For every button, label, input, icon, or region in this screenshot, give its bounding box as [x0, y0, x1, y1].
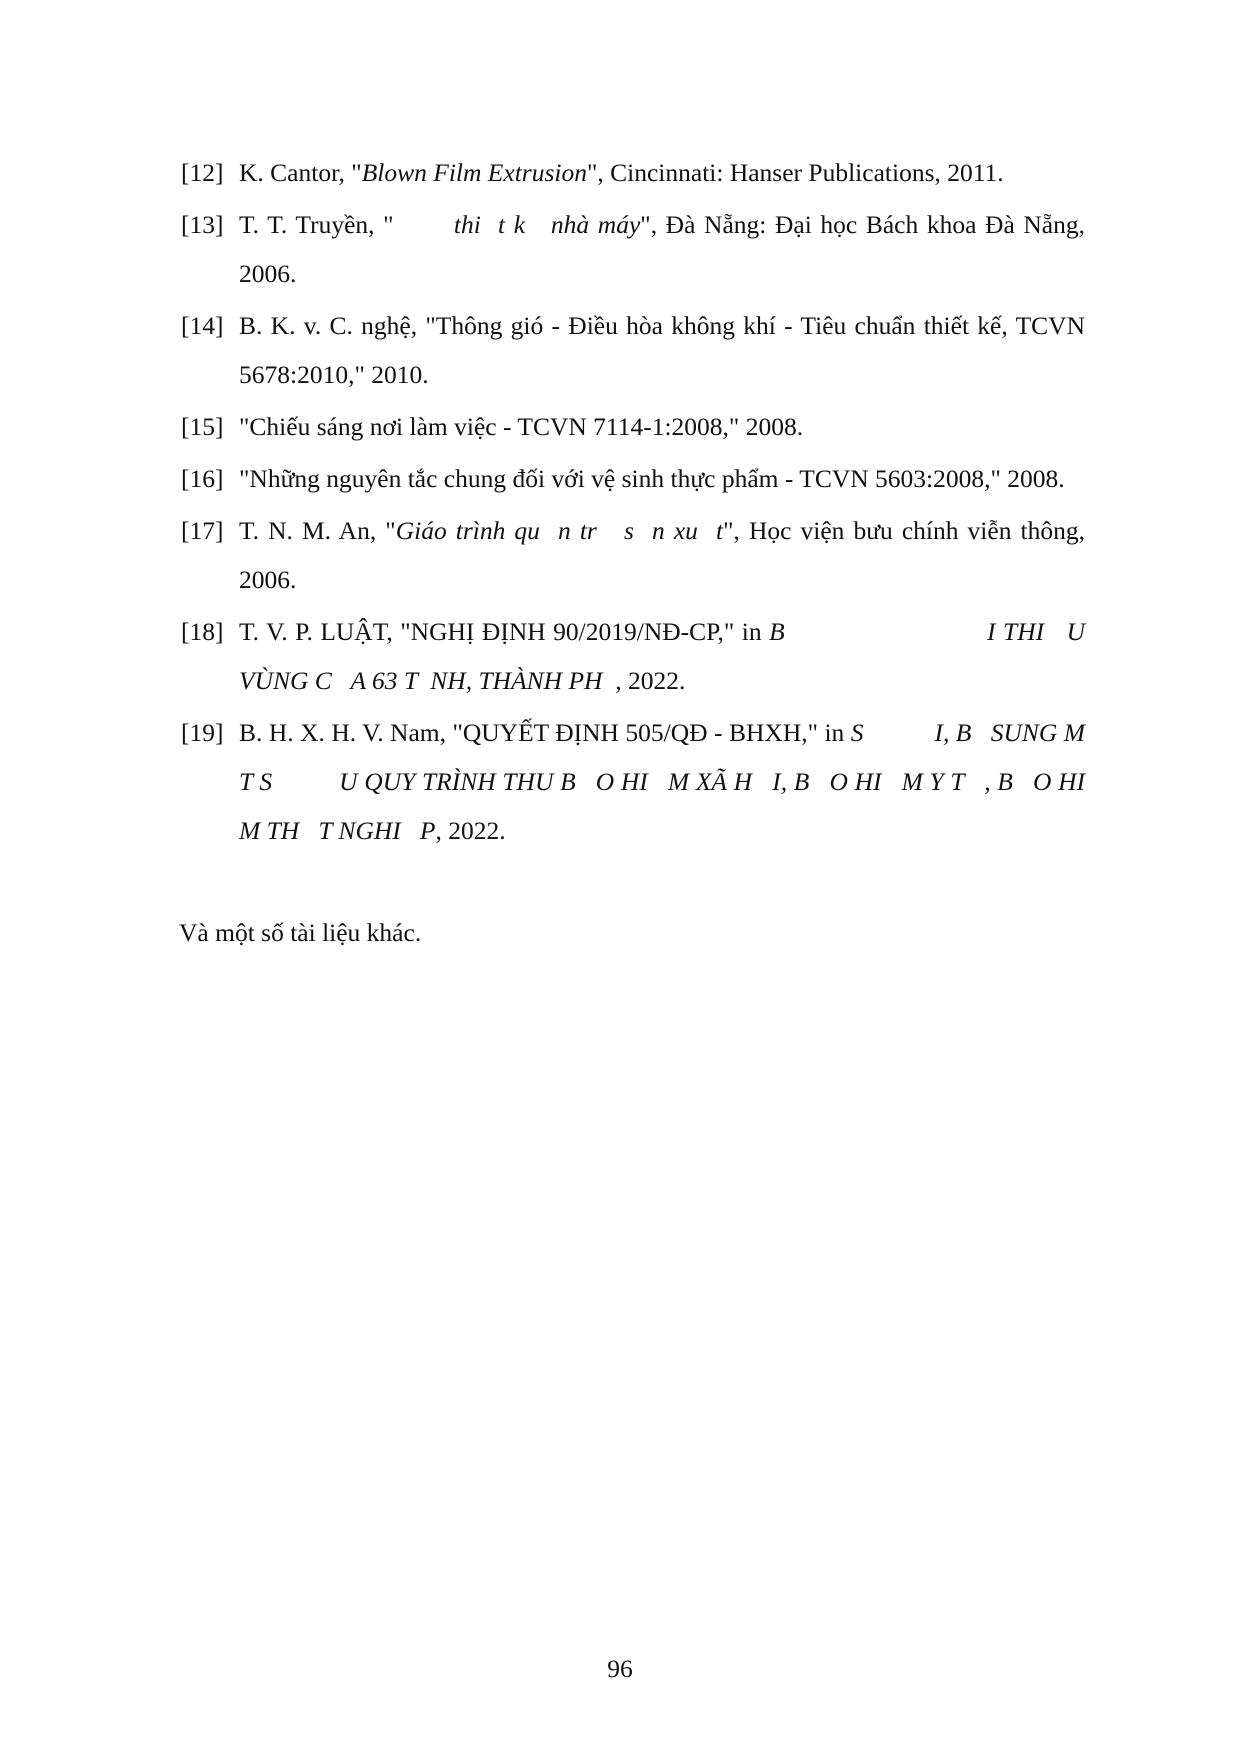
reference-number: [19] — [181, 718, 224, 747]
reference-number: [17] — [181, 516, 224, 545]
closing-note: Và một số tài liệu khác. — [179, 918, 422, 947]
reference-number: [16] — [181, 464, 224, 493]
reference-text: B. H. X. H. V. Nam, "QUYẾT ĐỊNH 505/QĐ - BHXH," in S I, B SUNG M T S U QUY TRÌNH THU B O HI M XÃ H I, B O HI M Y T , B O HI M TH T NGHI P, 2022. — [239, 718, 1105, 845]
reference-number: [14] — [181, 311, 224, 340]
reference-text: T. N. M. An, "Giáo trình qu n tr s n xu t", Học viện bưu chính viễn thông, 2006. — [239, 516, 1085, 594]
reference-text: B. K. v. C. nghệ, "Thông gió - Điều hòa không khí - Tiêu chuẩn thiết kế, TCVN 5678:2010," 2010. — [239, 311, 1085, 389]
reference-number: [15] — [181, 412, 224, 441]
reference-item — [181, 148, 1085, 197]
reference-text: "Những nguyên tắc chung đối với vệ sinh thực phẩm - TCVN 5603:2008," 2008. — [239, 464, 1065, 493]
reference-item — [181, 402, 1085, 451]
reference-number: [18] — [181, 617, 224, 646]
reference-number: [12] — [181, 158, 224, 187]
reference-item — [181, 506, 1085, 604]
reference-text: T. T. Truyền, " thi t k nhà máy", Đà Nẵng: Đại học Bách khoa Đà Nẵng, 2006. — [239, 210, 1085, 288]
page-number: 96 — [607, 1654, 633, 1683]
reference-text: K. Cantor, "Blown Film Extrusion", Cincinnati: Hanser Publications, 2011. — [239, 158, 1004, 187]
reference-number: [13] — [181, 210, 224, 239]
reference-item — [181, 454, 1085, 503]
reference-list — [181, 148, 1105, 858]
reference-text: "Chiếu sáng nơi làm việc - TCVN 7114-1:2008," 2008. — [239, 412, 804, 441]
reference-item — [181, 301, 1085, 399]
reference-item — [181, 200, 1085, 298]
reference-item — [181, 607, 1092, 705]
reference-item — [181, 708, 1105, 855]
reference-text: T. V. P. LUẬT, "NGHỊ ĐỊNH 90/2019/NĐ-CP," in B I THI U VÙNG C A 63 T NH, THÀNH PH , 2022. — [239, 617, 1092, 695]
